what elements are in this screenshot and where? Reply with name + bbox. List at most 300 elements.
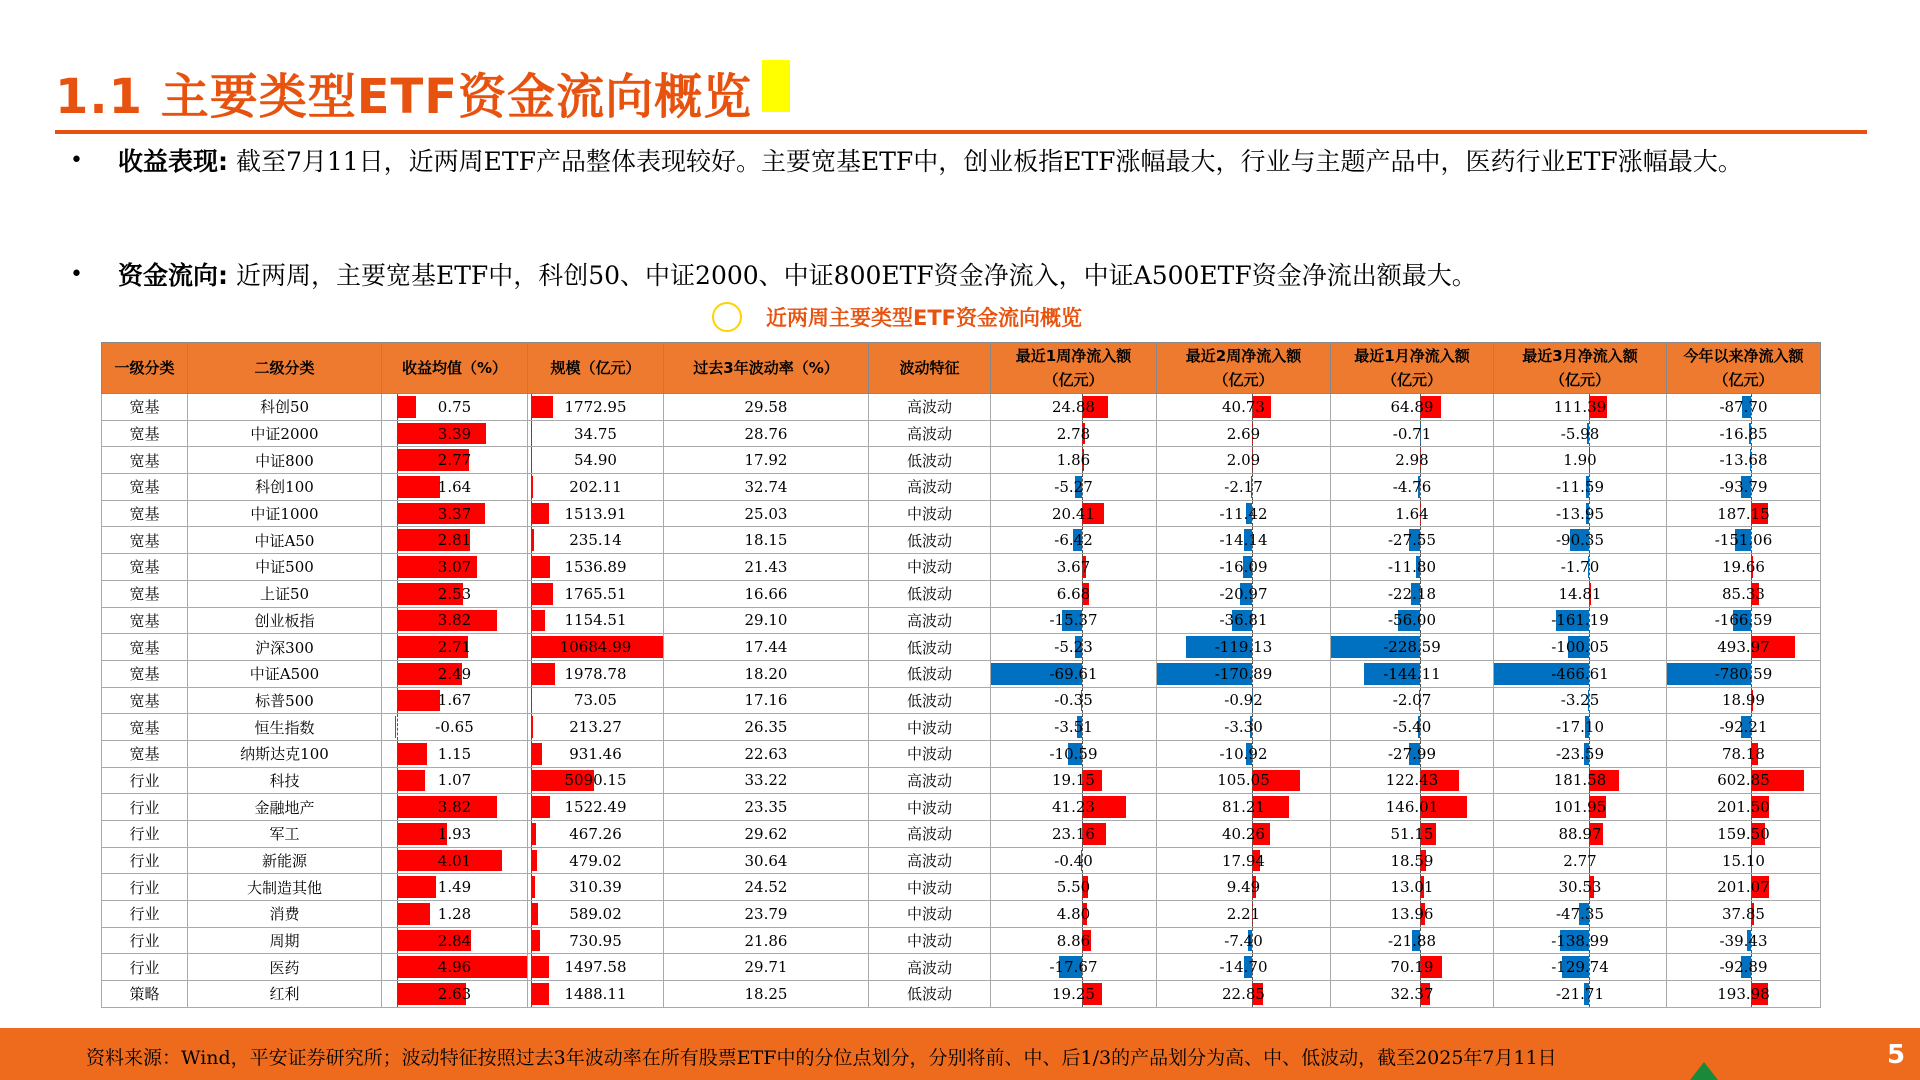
zero-axis — [397, 981, 398, 1007]
cell-value: 10684.99 — [559, 638, 632, 657]
zero-axis — [397, 554, 398, 580]
table-cell — [1667, 474, 1821, 501]
table-row — [102, 527, 1821, 554]
table-cell — [991, 554, 1157, 581]
cell-value: -16.85 — [1719, 424, 1768, 443]
cell-value: -21.88 — [1387, 931, 1436, 950]
zero-axis — [531, 848, 532, 874]
cell-value: 1.49 — [437, 878, 472, 897]
table-cell — [528, 634, 664, 661]
table-body — [102, 394, 1821, 1008]
table-cell — [869, 580, 991, 607]
cell-value: 16.66 — [744, 584, 788, 603]
cell-value: 2.21 — [1226, 904, 1261, 923]
bullet-flows — [118, 250, 1838, 302]
table-cell — [1494, 767, 1667, 794]
table-cell — [664, 874, 869, 901]
table-row — [102, 981, 1821, 1008]
cell-value: 32.37 — [1390, 984, 1434, 1003]
cell-value: -87.70 — [1719, 397, 1768, 416]
cell-value: 32.74 — [744, 477, 788, 496]
table-cell — [664, 981, 869, 1008]
table-cell — [188, 847, 382, 874]
table-cell — [1494, 740, 1667, 767]
column-header: 一级分类 — [102, 343, 188, 394]
table-cell — [991, 420, 1157, 447]
table-cell — [102, 740, 188, 767]
table-cell — [869, 794, 991, 821]
cell-value: 3.82 — [437, 798, 472, 817]
cell-value: 中证800 — [255, 451, 314, 470]
cell-value: -119.13 — [1214, 638, 1273, 657]
table-cell — [1331, 767, 1494, 794]
table-cell — [1494, 821, 1667, 848]
cell-value: -151.06 — [1714, 531, 1773, 550]
cell-value: 602.85 — [1717, 771, 1770, 790]
cell-value: 21.43 — [744, 557, 788, 576]
table-row — [102, 874, 1821, 901]
table-cell — [382, 607, 528, 634]
table-cell — [664, 420, 869, 447]
cell-value: 29.58 — [744, 397, 788, 416]
cell-value: 201.07 — [1717, 878, 1770, 897]
cell-value: 中波动 — [906, 558, 952, 577]
cell-value: -27.99 — [1387, 744, 1436, 763]
table-cell — [528, 394, 664, 421]
cell-value: -10.92 — [1219, 744, 1268, 763]
table-cell — [664, 607, 869, 634]
cell-value: -2.07 — [1392, 691, 1432, 710]
table-cell — [991, 981, 1157, 1008]
cell-value: -11.42 — [1219, 504, 1268, 523]
table-cell — [991, 794, 1157, 821]
table-cell — [528, 447, 664, 474]
table-cell — [664, 767, 869, 794]
zero-axis — [531, 581, 532, 607]
zero-axis — [531, 928, 532, 954]
cell-value: 310.39 — [569, 878, 622, 897]
table-cell — [1331, 580, 1494, 607]
zero-axis — [397, 848, 398, 874]
cell-value: 213.27 — [569, 718, 622, 737]
cell-value: 中证A50 — [254, 531, 315, 550]
table-row — [102, 794, 1821, 821]
value-bar — [531, 983, 549, 1005]
cell-value: 低波动 — [906, 585, 952, 604]
cell-value: 34.75 — [574, 424, 617, 443]
zero-axis — [531, 527, 532, 553]
cell-value: 行业 — [129, 958, 160, 977]
cell-value: 22.85 — [1222, 984, 1265, 1003]
value-bar — [397, 770, 425, 792]
table-cell — [991, 580, 1157, 607]
cell-value: 恒生指数 — [254, 718, 315, 737]
cell-value: 2.78 — [1056, 424, 1091, 443]
table-cell — [528, 954, 664, 981]
cell-value: 1.64 — [437, 477, 472, 496]
cell-value: 1765.51 — [564, 584, 627, 603]
table-cell — [188, 981, 382, 1008]
table-cell — [102, 527, 188, 554]
table-cell — [991, 821, 1157, 848]
table-cell — [382, 660, 528, 687]
table-cell — [991, 634, 1157, 661]
column-header: 今年以来净流入额 （亿元） — [1667, 343, 1821, 394]
cell-value: -7.40 — [1224, 931, 1263, 950]
cell-value: -0.65 — [435, 718, 474, 737]
table-row — [102, 634, 1821, 661]
cell-value: -11.59 — [1555, 477, 1604, 496]
cell-value: 730.95 — [569, 931, 622, 950]
value-bar — [397, 743, 427, 765]
table-cell — [1331, 474, 1494, 501]
cell-value: -144.11 — [1383, 664, 1441, 683]
table-row — [102, 927, 1821, 954]
circle-icon — [712, 302, 742, 332]
cell-value: 高波动 — [906, 478, 952, 497]
cell-value: 202.11 — [569, 477, 622, 496]
page-title: 1.1 主要类型ETF资金流向概览 — [55, 69, 753, 125]
cell-value: -93.79 — [1719, 477, 1768, 496]
cell-value: 2.98 — [1395, 451, 1429, 470]
table-cell — [991, 447, 1157, 474]
column-header: 最近3月净流入额 （亿元） — [1494, 343, 1667, 394]
table-cell — [382, 874, 528, 901]
cell-value: 18.59 — [1390, 851, 1434, 870]
cell-value: 467.26 — [569, 824, 622, 843]
table-cell — [528, 660, 664, 687]
cell-value: 37.85 — [1722, 904, 1765, 923]
table-cell — [1667, 500, 1821, 527]
table-cell — [1494, 474, 1667, 501]
cell-value: 493.97 — [1717, 638, 1770, 657]
cell-value: -47.35 — [1555, 904, 1604, 923]
table-cell — [1331, 607, 1494, 634]
table-row — [102, 607, 1821, 634]
cell-value: 1536.89 — [564, 557, 627, 576]
cell-value: 中波动 — [906, 505, 952, 524]
value-bar — [531, 743, 543, 765]
table-cell — [102, 660, 188, 687]
cell-value: 科创50 — [259, 398, 310, 417]
table-cell — [1667, 847, 1821, 874]
table-cell — [991, 394, 1157, 421]
cell-value: 15.10 — [1722, 851, 1765, 870]
zero-axis — [397, 501, 398, 527]
table-cell — [1157, 447, 1331, 474]
cell-value: 1488.11 — [564, 984, 627, 1003]
zero-axis — [397, 581, 398, 607]
cell-value: 宽基 — [129, 611, 160, 630]
table-cell — [1157, 847, 1331, 874]
cell-value: -228.59 — [1383, 638, 1441, 657]
cell-value: -0.35 — [1054, 691, 1093, 710]
table-cell — [1157, 874, 1331, 901]
table-row — [102, 580, 1821, 607]
cell-value: -0.40 — [1054, 851, 1093, 870]
table-cell — [664, 714, 869, 741]
table-cell — [1331, 500, 1494, 527]
zero-axis — [531, 874, 532, 900]
table-cell — [1157, 714, 1331, 741]
value-bar — [531, 503, 550, 525]
cell-value: 2.71 — [437, 638, 472, 657]
cell-value: 29.71 — [744, 958, 788, 977]
cell-value: 25.03 — [744, 504, 788, 523]
table-cell — [528, 714, 664, 741]
cell-value: 5.50 — [1056, 878, 1091, 897]
zero-axis — [531, 421, 532, 447]
table-cell — [1331, 527, 1494, 554]
table-row — [102, 714, 1821, 741]
table-cell — [1494, 981, 1667, 1008]
cell-value: 中波动 — [906, 878, 952, 897]
table-cell — [869, 847, 991, 874]
zero-axis — [531, 447, 532, 473]
bullet-dot: • — [70, 262, 83, 287]
cell-value: -166.59 — [1714, 611, 1773, 630]
table-cell — [869, 981, 991, 1008]
cell-value: 2.81 — [437, 531, 472, 550]
cell-value: 2.49 — [437, 664, 472, 683]
column-header: 最近1周净流入额 （亿元） — [991, 343, 1157, 394]
table-cell — [102, 954, 188, 981]
table-cell — [528, 554, 664, 581]
cell-value: 低波动 — [906, 985, 952, 1004]
cell-value: 41.23 — [1052, 798, 1095, 817]
table-cell — [869, 954, 991, 981]
table-cell — [991, 714, 1157, 741]
cell-value: 19.66 — [1722, 557, 1765, 576]
cell-value: -161.19 — [1551, 611, 1609, 630]
bullet-flows-label: 资金流向: — [118, 261, 228, 290]
zero-axis — [531, 501, 532, 527]
cell-value: 589.02 — [569, 904, 622, 923]
table-cell — [1494, 394, 1667, 421]
cell-value: -466.61 — [1551, 664, 1609, 683]
zero-axis — [397, 661, 398, 687]
value-bar — [397, 476, 440, 498]
cell-value: -0.71 — [1392, 424, 1432, 443]
table-cell — [382, 954, 528, 981]
cell-value: 1.07 — [437, 771, 472, 790]
cell-value: 3.82 — [437, 611, 472, 630]
cell-value: -6.42 — [1054, 531, 1093, 550]
table-cell — [528, 767, 664, 794]
table-cell — [102, 847, 188, 874]
table-cell — [1331, 420, 1494, 447]
value-bar — [531, 796, 550, 818]
table-cell — [102, 981, 188, 1008]
table-cell — [102, 420, 188, 447]
cell-value: 9.49 — [1226, 878, 1261, 897]
table-cell — [664, 394, 869, 421]
cell-value: 85.33 — [1722, 584, 1765, 603]
cell-value: -36.81 — [1219, 611, 1268, 630]
table-cell — [102, 447, 188, 474]
table-cell — [1494, 634, 1667, 661]
table-cell — [102, 607, 188, 634]
cell-value: 931.46 — [569, 744, 622, 763]
value-bar — [531, 903, 538, 925]
table-cell — [188, 954, 382, 981]
zero-axis — [397, 608, 398, 634]
cell-value: 24.88 — [1052, 397, 1095, 416]
cell-value: 0.75 — [437, 397, 472, 416]
cell-value: 4.01 — [437, 851, 472, 870]
cell-value: 行业 — [129, 771, 160, 790]
table-cell — [188, 474, 382, 501]
cell-value: 新能源 — [261, 852, 307, 871]
column-header: 最近2周净流入额 （亿元） — [1157, 343, 1331, 394]
table-cell — [1494, 500, 1667, 527]
table-cell — [1494, 954, 1667, 981]
cell-value: 18.25 — [744, 984, 788, 1003]
table-cell — [664, 474, 869, 501]
table-row — [102, 821, 1821, 848]
table-cell — [1157, 981, 1331, 1008]
table-row — [102, 394, 1821, 421]
table-cell — [869, 500, 991, 527]
cell-value: 中证A500 — [249, 665, 320, 684]
table-cell — [1157, 554, 1331, 581]
cell-value: 187.15 — [1717, 504, 1770, 523]
cell-value: 宽基 — [129, 718, 160, 737]
zero-axis — [397, 447, 398, 473]
cell-value: -14.70 — [1219, 958, 1268, 977]
cell-value: -5.40 — [1392, 718, 1432, 737]
cell-value: 64.89 — [1390, 397, 1434, 416]
cell-value: 30.64 — [744, 851, 788, 870]
cell-value: 中波动 — [906, 932, 952, 951]
table-header-row — [102, 343, 1821, 394]
cell-value: 51.15 — [1390, 824, 1434, 843]
zero-axis — [397, 874, 398, 900]
table-row — [102, 901, 1821, 928]
cell-value: 科技 — [269, 771, 300, 790]
cell-value: 19.25 — [1052, 984, 1095, 1003]
table-cell — [1494, 687, 1667, 714]
cell-value: 2.77 — [1563, 851, 1597, 870]
table-cell — [991, 901, 1157, 928]
table-cell — [869, 474, 991, 501]
cell-value: -3.25 — [1560, 691, 1600, 710]
cell-value: 21.86 — [744, 931, 788, 950]
zero-axis — [397, 768, 398, 794]
cell-value: -14.14 — [1219, 531, 1268, 550]
cell-value: -23.59 — [1555, 744, 1604, 763]
table-cell — [991, 607, 1157, 634]
table-cell — [1331, 714, 1494, 741]
value-bar — [397, 690, 441, 712]
cell-value: 6.68 — [1056, 584, 1091, 603]
table-cell — [869, 874, 991, 901]
table-cell — [528, 981, 664, 1008]
table-cell — [1667, 821, 1821, 848]
cell-value: 1772.95 — [564, 397, 627, 416]
cell-value: 1.90 — [1563, 451, 1597, 470]
cell-value: 宽基 — [129, 505, 160, 524]
table-cell — [188, 607, 382, 634]
cell-value: 上证50 — [259, 585, 310, 604]
zero-axis — [397, 688, 398, 714]
table-cell — [382, 634, 528, 661]
zero-axis — [397, 821, 398, 847]
table-cell — [869, 634, 991, 661]
cell-value: 低波动 — [906, 691, 952, 710]
cell-value: -15.37 — [1049, 611, 1098, 630]
table-row — [102, 420, 1821, 447]
table-cell — [1667, 660, 1821, 687]
table-cell — [188, 901, 382, 928]
cell-value: 18.99 — [1722, 691, 1765, 710]
table-cell — [188, 874, 382, 901]
cell-value: -21.71 — [1555, 984, 1604, 1003]
table-cell — [1494, 794, 1667, 821]
cell-value: 周期 — [269, 932, 300, 951]
value-bar — [397, 876, 436, 898]
cell-value: 1513.91 — [564, 504, 627, 523]
table-cell — [102, 500, 188, 527]
cell-value: 宽基 — [129, 745, 160, 764]
table-row — [102, 687, 1821, 714]
zero-axis — [531, 768, 532, 794]
cell-value: 行业 — [129, 932, 160, 951]
table-cell — [1331, 740, 1494, 767]
cell-value: 大制造其他 — [246, 878, 322, 897]
cell-value: -16.09 — [1219, 557, 1268, 576]
cell-value: 医药 — [269, 958, 300, 977]
cell-value: 19.15 — [1052, 771, 1095, 790]
table-cell — [188, 634, 382, 661]
table-cell — [1157, 527, 1331, 554]
table-cell — [664, 634, 869, 661]
table-cell — [869, 927, 991, 954]
cell-value: 中证2000 — [250, 425, 319, 444]
table-cell — [528, 901, 664, 928]
table-cell — [382, 927, 528, 954]
table-cell — [1331, 660, 1494, 687]
title-divider — [55, 130, 1867, 134]
table-row — [102, 767, 1821, 794]
cell-value: -3.30 — [1224, 718, 1263, 737]
cell-value: 宽基 — [129, 478, 160, 497]
cell-value: 1.93 — [437, 824, 472, 843]
table-cell — [869, 554, 991, 581]
cell-value: -5.98 — [1560, 424, 1600, 443]
table-cell — [1494, 874, 1667, 901]
table-cell — [1667, 420, 1821, 447]
cell-value: 2.09 — [1226, 451, 1261, 470]
table-cell — [1667, 447, 1821, 474]
table-cell — [102, 554, 188, 581]
cell-value: 88.97 — [1558, 824, 1602, 843]
table-cell — [1667, 901, 1821, 928]
table-cell — [528, 740, 664, 767]
table-cell — [991, 660, 1157, 687]
table-cell — [382, 794, 528, 821]
table-cell — [528, 687, 664, 714]
cell-value: -20.97 — [1219, 584, 1268, 603]
zero-axis — [531, 714, 532, 740]
table-cell — [1667, 634, 1821, 661]
cell-value: 纳斯达克100 — [240, 745, 329, 764]
cell-value: 28.76 — [744, 424, 788, 443]
table-cell — [1157, 500, 1331, 527]
table-cell — [1667, 527, 1821, 554]
source-note: 资料来源：Wind，平安证券研究所；波动特征按照过去3年波动率在所有股票ETF中的分位点划分，分别将前、中、后1/3的产品划分为高、中、低波动，截至2025年7月11日 — [86, 1047, 1557, 1069]
cell-value: 4.80 — [1056, 904, 1091, 923]
